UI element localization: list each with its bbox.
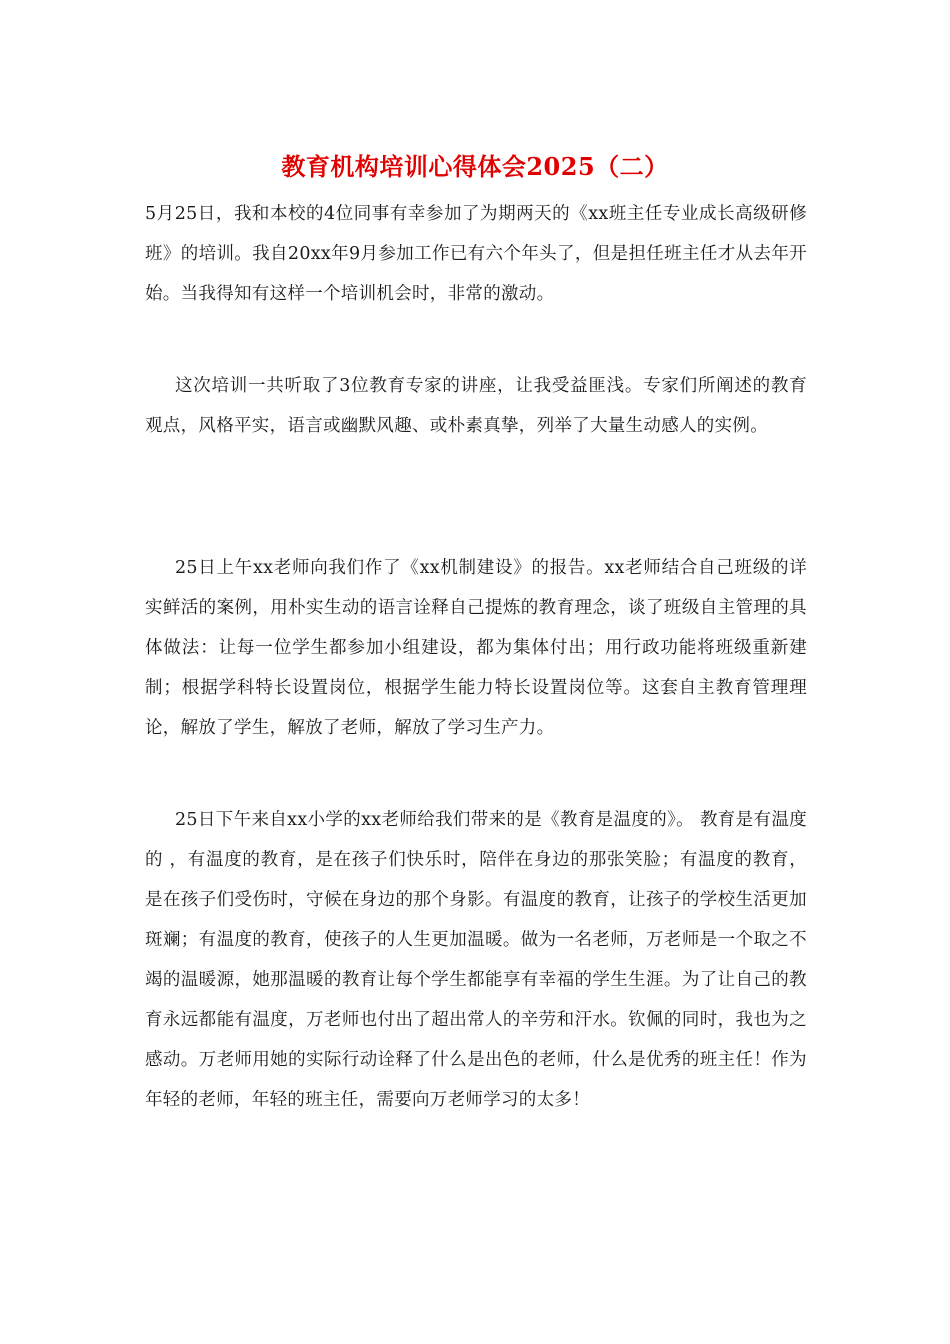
document-title: 教育机构培训心得体会2025（二） <box>281 152 669 181</box>
paragraph-lectures: 这次培训一共听取了3位教育专家的讲座，让我受益匪浅。专家们所阐述的教育观点，风格平实，语言或幽默风趣、或朴素真挚，列举了大量生动感人的实例。 <box>145 376 807 436</box>
paragraph-afternoon-report: 25日下午来自xx小学的xx老师给我们带来的是《教育是温度的》。 教育是有温度的 ，有温度的教育，是在孩子们快乐时，陪伴在身边的那张笑脸；有温度的教育，是在孩子们受伤时，守候在身边的那个身影。有温度的教育，让孩子的学校生活更加斑斓；有温度的教育，使孩子的人生更加温暖。做为一名老师，万老师是一个取之不竭的温暖源，她那温暖的教育让每个学生都能享有幸福的学生生涯。为了让自己的教育永远都能有温度，万老师也付出了超出常人的辛劳和汗水。钦佩的同时，我也为之感动。万老师用她的实际行动诠释了什么是出色的老师，什么是优秀的班主任！作为年轻的老师，年轻的班主任，需要向万老师学习的太多！ <box>145 810 807 1110</box>
paragraph-intro: 5月25日，我和本校的4位同事有幸参加了为期两天的《xx班主任专业成长高级研修班》的培训。我自20xx年9月参加工作已有六个年头了，但是担任班主任才从去年开始。当我得知有这样一个培训机会时，非常的激动。 <box>145 204 807 304</box>
paragraph-morning-report: 25日上午xx老师向我们作了《xx机制建设》的报告。xx老师结合自己班级的详实鲜活的案例，用朴实生动的语言诠释自己提炼的教育理念，谈了班级自主管理的具体做法：让每一位学生都参加小组建设，都为集体付出；用行政功能将班级重新建制；根据学科特长设置岗位，根据学生能力特长设置岗位等。这套自主教育管理理论，解放了学生，解放了老师，解放了学习生产力。 <box>145 558 807 738</box>
